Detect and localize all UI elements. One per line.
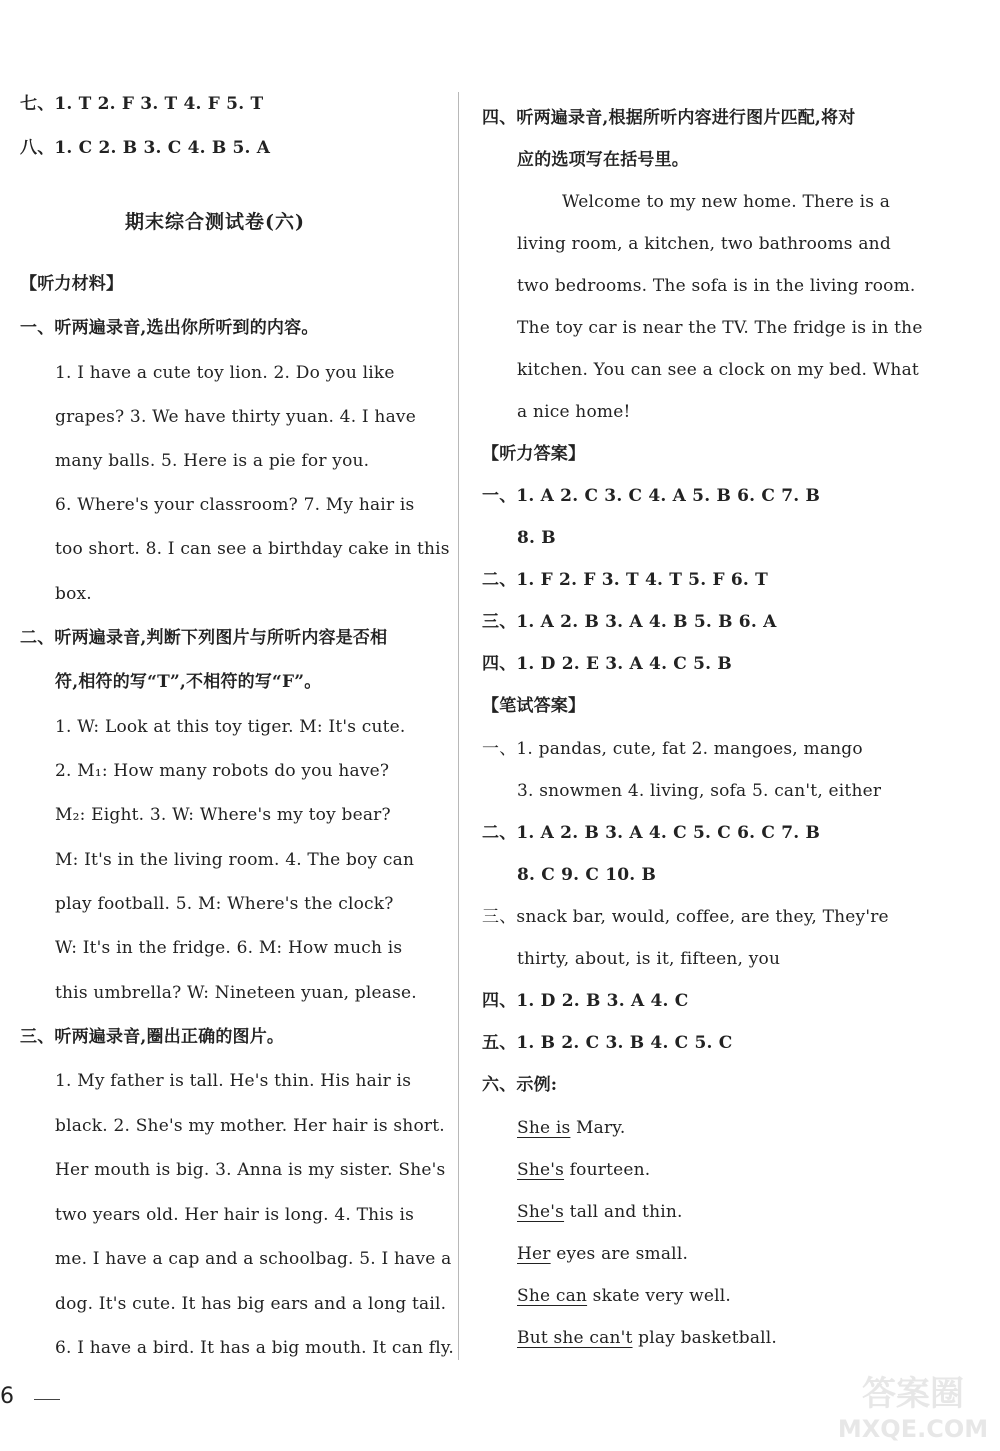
answer-line: 一、1. A 2. C 3. C 4. A 5. B 6. C 7. B: [482, 486, 821, 506]
underlined-words: Her: [517, 1244, 551, 1264]
underlined-words: She's: [517, 1202, 565, 1222]
text-line: dog. It's cute. It has big ears and a long tail.: [55, 1294, 447, 1314]
text-line: M₂: Eight. 3. W: Where's my toy bear?: [55, 805, 391, 825]
answer-line: 一、1. pandas, cute, fat 2. mangoes, mango: [482, 739, 863, 759]
text-line: box.: [55, 584, 92, 604]
column-divider: [458, 92, 459, 1360]
example-sentence: [517, 1116, 625, 1140]
answer-line: 二、1. A 2. B 3. A 4. C 5. C 6. C 7. B: [482, 823, 821, 843]
text-line: this umbrella? W: Nineteen yuan, please.: [55, 983, 417, 1003]
answer-line: 二、1. F 2. F 3. T 4. T 5. F 6. T: [482, 570, 768, 590]
example-sentence: [517, 1200, 683, 1224]
example-heading: 六、示例:: [482, 1075, 558, 1095]
question-heading: 一、听两遍录音,选出你所听到的内容。: [20, 318, 319, 338]
sentence-rest: play basketball.: [632, 1328, 778, 1348]
underlined-words: She can: [517, 1286, 588, 1306]
watermark-logo: [838, 1363, 988, 1443]
answer-line: thirty, about, is it, fifteen, you: [517, 949, 781, 969]
question-heading: 四、听两遍录音,根据所听内容进行图片匹配,将对: [482, 108, 856, 128]
answer-line-7: 七、1. T 2. F 3. T 4. F 5. T: [20, 94, 264, 114]
answer-line: 三、snack bar, would, coffee, are they, They're: [482, 907, 889, 927]
text-line: 1. W: Look at this toy tiger. M: It's cute.: [55, 717, 406, 737]
text-line: too short. 8. I can see a birthday cake in this: [55, 539, 450, 559]
written-answers-heading: 【笔试答案】: [482, 696, 586, 716]
text-line: M: It's in the living room. 4. The boy can: [55, 850, 415, 870]
answer-line: 8. B: [517, 528, 556, 548]
text-line: black. 2. She's my mother. Her hair is short.: [55, 1116, 445, 1136]
question-heading: 符,相符的写“T”,不相符的写“F”。: [55, 672, 322, 692]
text-line: 6. Where's your classroom? 7. My hair is: [55, 495, 415, 515]
text-line: two years old. Her hair is long. 4. This is: [55, 1205, 415, 1225]
underlined-words: But she can't: [517, 1328, 633, 1348]
underlined-words: She is: [517, 1118, 571, 1138]
text-line: The toy car is near the TV. The fridge is in the: [517, 318, 923, 338]
text-line: me. I have a cap and a schoolbag. 5. I have a: [55, 1249, 452, 1269]
answer-line: 三、1. A 2. B 3. A 4. B 5. B 6. A: [482, 612, 777, 632]
text-line: W: It's in the fridge. 6. M: How much is: [55, 938, 403, 958]
sentence-rest: skate very well.: [587, 1286, 732, 1306]
text-line: two bedrooms. The sofa is in the living room.: [517, 276, 916, 296]
section-title: 期末综合测试卷(六): [125, 211, 305, 233]
answer-line: 四、1. D 2. B 3. A 4. C: [482, 991, 689, 1011]
question-heading: 三、听两遍录音,圈出正确的图片。: [20, 1027, 285, 1047]
text-line: 2. M₁: How many robots do you have?: [55, 761, 390, 781]
example-sentence: [517, 1158, 650, 1182]
text-line: grapes? 3. We have thirty yuan. 4. I have: [55, 407, 416, 427]
answer-line: 3. snowmen 4. living, sofa 5. can't, either: [517, 781, 882, 801]
underlined-words: She's: [517, 1160, 565, 1180]
answer-line: 四、1. D 2. E 3. A 4. C 5. B: [482, 654, 732, 674]
sentence-rest: eyes are small.: [550, 1244, 689, 1264]
sentence-rest: Mary.: [570, 1118, 626, 1138]
listening-material-heading: 【听力材料】: [20, 274, 124, 294]
example-sentence: [517, 1242, 688, 1266]
sentence-rest: tall and thin.: [564, 1202, 683, 1222]
page-number-rule: [34, 1399, 60, 1400]
question-heading: 应的选项写在括号里。: [517, 150, 689, 170]
text-line: 1. I have a cute toy lion. 2. Do you like: [55, 363, 395, 383]
text-line: a nice home!: [517, 402, 631, 422]
text-line: 1. My father is tall. He's thin. His hair is: [55, 1071, 412, 1091]
answer-line: 8. C 9. C 10. B: [517, 865, 657, 885]
listening-answers-heading: 【听力答案】: [482, 444, 586, 464]
example-sentence: [517, 1326, 777, 1350]
answer-line: 五、1. B 2. C 3. B 4. C 5. C: [482, 1033, 733, 1053]
answer-line-8: 八、1. C 2. B 3. C 4. B 5. A: [20, 138, 271, 158]
question-heading: 二、听两遍录音,判断下列图片与所听内容是否相: [20, 628, 388, 648]
text-line: 6. I have a bird. It has a big mouth. It can fly.: [55, 1338, 455, 1358]
page-number: 6: [0, 1384, 14, 1409]
text-line: Her mouth is big. 3. Anna is my sister. She's: [55, 1160, 446, 1180]
sentence-rest: fourteen.: [564, 1160, 651, 1180]
text-line: Welcome to my new home. There is a: [562, 192, 891, 212]
watermark-line-1: 答案圈: [862, 1374, 964, 1414]
text-line: play football. 5. M: Where's the clock?: [55, 894, 394, 914]
text-line: many balls. 5. Here is a pie for you.: [55, 451, 370, 471]
example-sentence: [517, 1284, 731, 1308]
text-line: kitchen. You can see a clock on my bed. What: [517, 360, 919, 380]
watermark-line-2: MXQE.COM: [838, 1415, 988, 1443]
text-line: living room, a kitchen, two bathrooms and: [517, 234, 891, 254]
